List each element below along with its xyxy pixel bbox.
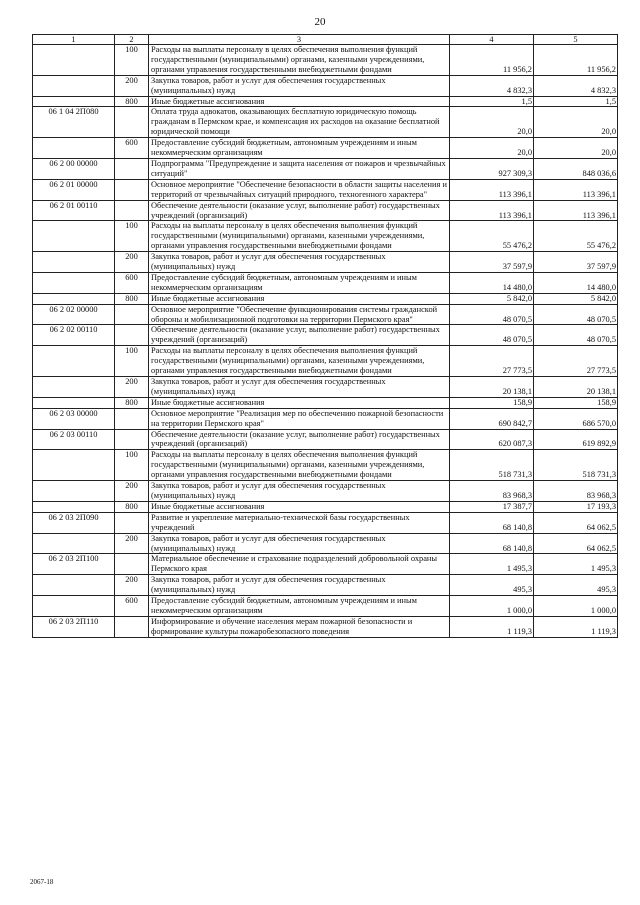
row-code-cell [33, 377, 115, 398]
description-cell: Подпрограмма "Предупреждение и защита населения от пожаров и чрезвычайных ситуаций" [149, 158, 450, 179]
description-cell: Обеспечение деятельности (оказание услуг, выполнение работ) государственных учреждений (организаций) [149, 429, 450, 450]
footer-code: 2067-18 [30, 878, 54, 886]
amount-year2-cell: 4 832,3 [534, 75, 618, 96]
amount-year2-cell: 20,0 [534, 138, 618, 159]
description-cell: Расходы на выплаты персоналу в целях обеспечения выполнения функций государственными (муниципальными) органами, казенными учреждениями, органами управления государственными внебюджетными фондами [149, 221, 450, 252]
header-row [33, 35, 618, 45]
column-header-1: 1 [33, 35, 115, 45]
amount-year1-cell: 20 138,1 [450, 377, 534, 398]
amount-year1-cell: 14 480,0 [450, 272, 534, 293]
expense-type-cell [115, 408, 149, 429]
table-row [33, 200, 618, 221]
table-row [33, 346, 618, 377]
description-cell: Закупка товаров, работ и услуг для обеспечения государственных (муниципальных) нужд [149, 252, 450, 273]
description-cell: Иные бюджетные ассигнования [149, 501, 450, 512]
description-cell: Обеспечение деятельности (оказание услуг, выполнение работ) государственных учреждений (организаций) [149, 325, 450, 346]
row-code-cell: 06 2 01 00110 [33, 200, 115, 221]
amount-year1-cell: 11 956,2 [450, 45, 534, 76]
description-cell: Материальное обеспечение и страхование подразделений добровольной охраны Пермского края [149, 554, 450, 575]
expense-type-cell: 600 [115, 596, 149, 617]
column-header-2: 2 [115, 35, 149, 45]
description-cell: Предоставление субсидий бюджетным, автономным учреждениям и иным некоммерческим организациям [149, 138, 450, 159]
amount-year1-cell: 55 476,2 [450, 221, 534, 252]
expense-type-cell: 200 [115, 481, 149, 502]
row-code-cell [33, 75, 115, 96]
row-code-cell [33, 596, 115, 617]
row-code-cell [33, 397, 115, 408]
expense-type-cell [115, 179, 149, 200]
amount-year1-cell: 1 495,3 [450, 554, 534, 575]
amount-year1-cell: 48 070,5 [450, 325, 534, 346]
description-cell: Расходы на выплаты персоналу в целях обеспечения выполнения функций государственными (муниципальными) органами, казенными учреждениями, органами управления государственными внебюджетными фондами [149, 450, 450, 481]
expense-type-cell: 200 [115, 252, 149, 273]
row-code-cell [33, 96, 115, 107]
amount-year1-cell: 518 731,3 [450, 450, 534, 481]
table-row [33, 138, 618, 159]
row-code-cell [33, 293, 115, 304]
expense-type-cell [115, 158, 149, 179]
table-row [33, 481, 618, 502]
row-code-cell [33, 575, 115, 596]
amount-year1-cell: 1 000,0 [450, 596, 534, 617]
table-row [33, 252, 618, 273]
amount-year2-cell: 1 495,3 [534, 554, 618, 575]
amount-year1-cell: 68 140,8 [450, 512, 534, 533]
amount-year2-cell: 27 773,5 [534, 346, 618, 377]
expense-type-cell: 100 [115, 45, 149, 76]
column-header-4: 4 [450, 35, 534, 45]
amount-year2-cell: 1 000,0 [534, 596, 618, 617]
expense-type-cell: 600 [115, 272, 149, 293]
description-cell: Закупка товаров, работ и услуг для обеспечения государственных (муниципальных) нужд [149, 75, 450, 96]
table-row [33, 429, 618, 450]
description-cell: Иные бюджетные ассигнования [149, 293, 450, 304]
row-code-cell: 06 2 03 2П100 [33, 554, 115, 575]
expense-type-cell [115, 512, 149, 533]
amount-year1-cell: 20,0 [450, 107, 534, 138]
amount-year1-cell: 48 070,5 [450, 304, 534, 325]
expense-type-cell: 100 [115, 221, 149, 252]
amount-year2-cell: 619 892,9 [534, 429, 618, 450]
table-row [33, 272, 618, 293]
amount-year2-cell: 5 842,0 [534, 293, 618, 304]
amount-year2-cell: 48 070,5 [534, 304, 618, 325]
amount-year1-cell: 4 832,3 [450, 75, 534, 96]
amount-year1-cell: 20,0 [450, 138, 534, 159]
row-code-cell [33, 252, 115, 273]
table-row [33, 575, 618, 596]
amount-year2-cell: 11 956,2 [534, 45, 618, 76]
description-cell: Основное мероприятие "Обеспечение безопасности в области защиты населения и территорий от чрезвычайных ситуаций природного, техногенного характера" [149, 179, 450, 200]
table-row [33, 377, 618, 398]
expense-type-cell: 600 [115, 138, 149, 159]
table-row [33, 533, 618, 554]
row-code-cell: 06 2 03 00110 [33, 429, 115, 450]
table-row [33, 616, 618, 637]
expense-type-cell: 800 [115, 96, 149, 107]
expense-type-cell [115, 325, 149, 346]
amount-year2-cell: 20,0 [534, 107, 618, 138]
amount-year1-cell: 68 140,8 [450, 533, 534, 554]
amount-year2-cell: 1 119,3 [534, 616, 618, 637]
budget-table [32, 34, 618, 638]
row-code-cell: 06 2 01 00000 [33, 179, 115, 200]
row-code-cell: 06 2 03 2П110 [33, 616, 115, 637]
expense-type-cell [115, 107, 149, 138]
amount-year2-cell: 113 396,1 [534, 179, 618, 200]
row-code-cell [33, 138, 115, 159]
table-row [33, 96, 618, 107]
table-row [33, 158, 618, 179]
table-row [33, 397, 618, 408]
row-code-cell: 06 2 03 2П090 [33, 512, 115, 533]
description-cell: Иные бюджетные ассигнования [149, 96, 450, 107]
row-code-cell: 06 2 00 00000 [33, 158, 115, 179]
expense-type-cell [115, 429, 149, 450]
table-row [33, 45, 618, 76]
row-code-cell [33, 346, 115, 377]
description-cell: Иные бюджетные ассигнования [149, 397, 450, 408]
amount-year2-cell: 83 968,3 [534, 481, 618, 502]
table-row [33, 408, 618, 429]
amount-year1-cell: 620 087,3 [450, 429, 534, 450]
table-row [33, 450, 618, 481]
amount-year1-cell: 1,5 [450, 96, 534, 107]
expense-type-cell: 200 [115, 377, 149, 398]
amount-year2-cell: 686 570,0 [534, 408, 618, 429]
row-code-cell: 06 1 04 2П080 [33, 107, 115, 138]
amount-year1-cell: 27 773,5 [450, 346, 534, 377]
row-code-cell: 06 2 02 00110 [33, 325, 115, 346]
expense-type-cell [115, 616, 149, 637]
table-body [33, 45, 618, 638]
row-code-cell [33, 533, 115, 554]
expense-type-cell: 800 [115, 501, 149, 512]
column-header-5: 5 [534, 35, 618, 45]
description-cell: Предоставление субсидий бюджетным, автономным учреждениям и иным некоммерческим организациям [149, 272, 450, 293]
expense-type-cell: 200 [115, 575, 149, 596]
amount-year1-cell: 113 396,1 [450, 179, 534, 200]
description-cell: Оплата труда адвокатов, оказывающих бесплатную юридическую помощь гражданам в Пермском крае, и компенсация их расходов на оказание бесплатной юридической помощи [149, 107, 450, 138]
row-code-cell [33, 45, 115, 76]
expense-type-cell: 100 [115, 346, 149, 377]
row-code-cell [33, 221, 115, 252]
page-number: 20 [314, 16, 326, 28]
description-cell: Расходы на выплаты персоналу в целях обеспечения выполнения функций государственными (муниципальными) органами, казенными учреждениями, органами управления государственными внебюджетными фондами [149, 346, 450, 377]
amount-year2-cell: 158,9 [534, 397, 618, 408]
amount-year2-cell: 113 396,1 [534, 200, 618, 221]
row-code-cell [33, 272, 115, 293]
description-cell: Закупка товаров, работ и услуг для обеспечения государственных (муниципальных) нужд [149, 533, 450, 554]
expense-type-cell: 800 [115, 397, 149, 408]
table-row [33, 75, 618, 96]
column-header-3: 3 [149, 35, 450, 45]
table-row [33, 293, 618, 304]
table-row [33, 179, 618, 200]
amount-year2-cell: 17 193,3 [534, 501, 618, 512]
amount-year2-cell: 518 731,3 [534, 450, 618, 481]
row-code-cell [33, 450, 115, 481]
description-cell: Информирование и обучение населения мерам пожарной безопасности и формирование культуры пожаробезопасного поведения [149, 616, 450, 637]
table-row [33, 107, 618, 138]
table-row [33, 596, 618, 617]
amount-year1-cell: 927 309,3 [450, 158, 534, 179]
amount-year1-cell: 495,3 [450, 575, 534, 596]
amount-year1-cell: 158,9 [450, 397, 534, 408]
amount-year1-cell: 5 842,0 [450, 293, 534, 304]
amount-year2-cell: 64 062,5 [534, 533, 618, 554]
amount-year2-cell: 20 138,1 [534, 377, 618, 398]
amount-year1-cell: 113 396,1 [450, 200, 534, 221]
expense-type-cell: 200 [115, 75, 149, 96]
amount-year2-cell: 55 476,2 [534, 221, 618, 252]
description-cell: Развитие и укрепление материально-технической базы государственных учреждений [149, 512, 450, 533]
description-cell: Обеспечение деятельности (оказание услуг, выполнение работ) государственных учреждений (организаций) [149, 200, 450, 221]
table-row [33, 221, 618, 252]
expense-type-cell: 100 [115, 450, 149, 481]
description-cell: Закупка товаров, работ и услуг для обеспечения государственных (муниципальных) нужд [149, 481, 450, 502]
amount-year2-cell: 848 036,6 [534, 158, 618, 179]
amount-year1-cell: 37 597,9 [450, 252, 534, 273]
amount-year2-cell: 48 070,5 [534, 325, 618, 346]
amount-year1-cell: 690 842,7 [450, 408, 534, 429]
expense-type-cell: 200 [115, 533, 149, 554]
amount-year2-cell: 64 062,5 [534, 512, 618, 533]
expense-type-cell [115, 304, 149, 325]
description-cell: Закупка товаров, работ и услуг для обеспечения государственных (муниципальных) нужд [149, 377, 450, 398]
expense-type-cell [115, 554, 149, 575]
expense-type-cell [115, 200, 149, 221]
expense-type-cell: 800 [115, 293, 149, 304]
amount-year2-cell: 495,3 [534, 575, 618, 596]
description-cell: Предоставление субсидий бюджетным, автономным учреждениям и иным некоммерческим организациям [149, 596, 450, 617]
description-cell: Основное мероприятие "Обеспечение функционирования системы гражданской обороны и мобилизационной подготовки на территории Пермского края" [149, 304, 450, 325]
amount-year1-cell: 17 387,7 [450, 501, 534, 512]
amount-year1-cell: 1 119,3 [450, 616, 534, 637]
amount-year2-cell: 14 480,0 [534, 272, 618, 293]
table-row [33, 501, 618, 512]
description-cell: Основное мероприятие "Реализация мер по обеспечению пожарной безопасности на территории Пермского края" [149, 408, 450, 429]
table-row [33, 554, 618, 575]
row-code-cell [33, 481, 115, 502]
table-row [33, 325, 618, 346]
description-cell: Закупка товаров, работ и услуг для обеспечения государственных (муниципальных) нужд [149, 575, 450, 596]
amount-year2-cell: 1,5 [534, 96, 618, 107]
table-row [33, 304, 618, 325]
table-row [33, 512, 618, 533]
description-cell: Расходы на выплаты персоналу в целях обеспечения выполнения функций государственными (муниципальными) органами, казенными учреждениями, органами управления государственными внебюджетными фондами [149, 45, 450, 76]
amount-year2-cell: 37 597,9 [534, 252, 618, 273]
amount-year1-cell: 83 968,3 [450, 481, 534, 502]
row-code-cell: 06 2 02 00000 [33, 304, 115, 325]
row-code-cell [33, 501, 115, 512]
row-code-cell: 06 2 03 00000 [33, 408, 115, 429]
